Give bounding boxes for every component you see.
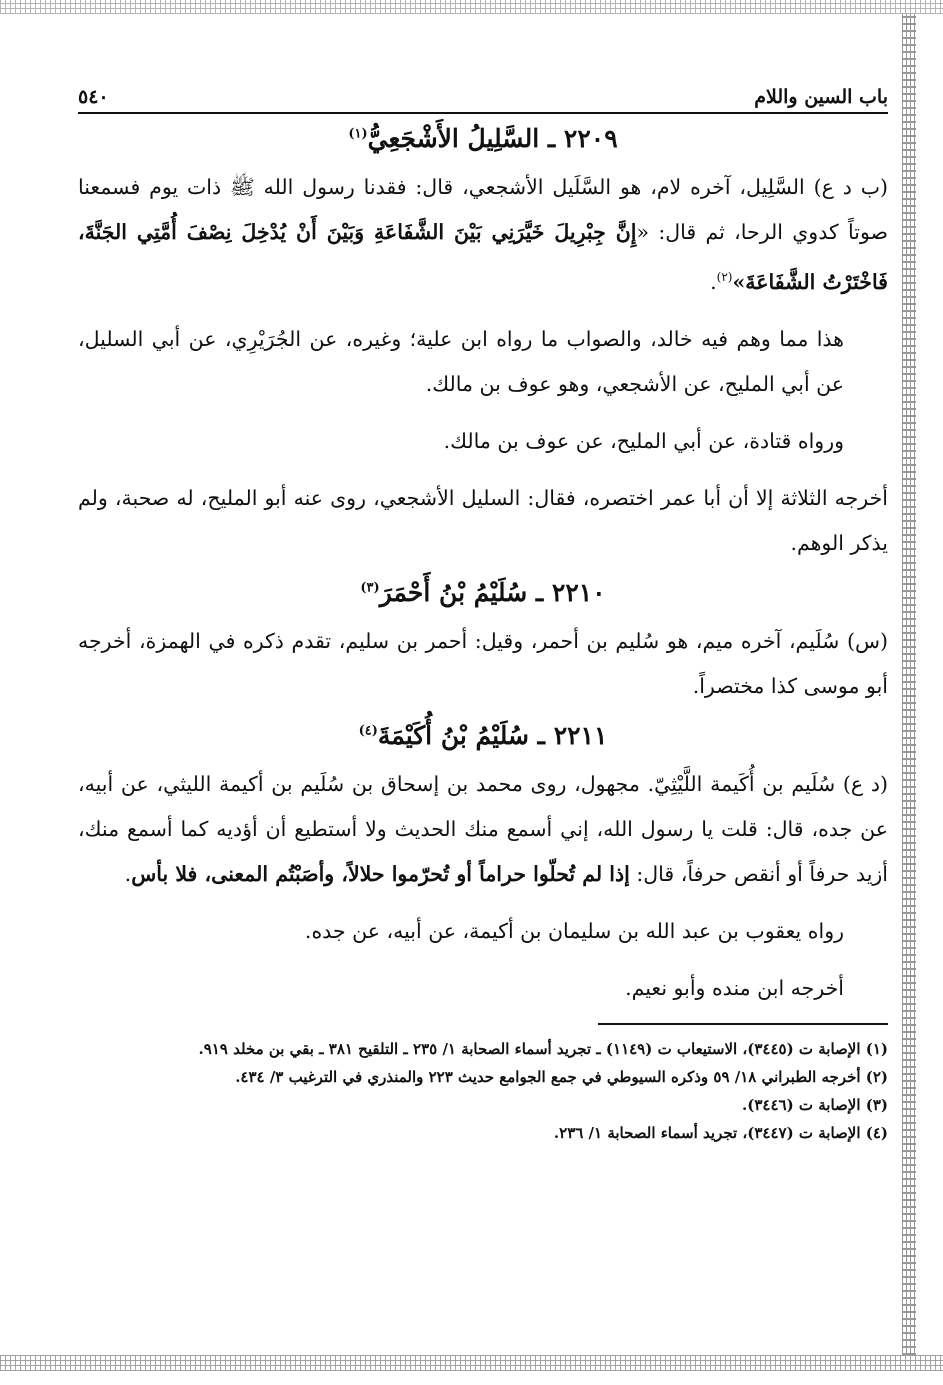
book-page	[78, 78, 888, 1147]
footnote-ref[interactable]: (٣)	[360, 580, 380, 596]
hadith-text: إذا لم تُحلّوا حراماً أو تُحرّموا حلالاً، وأصَبْتُم المعنى، فلا بأس	[131, 861, 630, 886]
footnote-separator	[598, 1023, 888, 1025]
entry-paragraph: (د ع) سُلَيم بن أُكَيمة اللَّيْثِيّ. مجهول، روى محمد بن إسحاق بن سُلَيم بن أكيمة الليثي، عن أبيه، عن جده، قال: قلت يا رسول الله، إني أسمع منك الحديث ولا أستطيع أن أؤديه كما أسمع منك، أزيد حرفاً أو أنقص حرفاً، قال: إذا لم تُحلّوا حراماً أو تُحرّموا حلالاً، وأصَبْتُم المعنى، فلا بأس.	[78, 771, 888, 886]
entry-title-2211: ٢٢١١ ـ سُلَيْمُ بْنُ أُكَيْمَةَ$^{(٤)}$	[358, 720, 608, 750]
running-head-chapter: باب السين واللام	[754, 86, 888, 108]
footnote-ref[interactable]: (٤)	[358, 723, 378, 739]
entry-name: سُلَيْمُ بْنُ أُكَيْمَةَ	[377, 720, 529, 750]
entry-paragraph: أخرجه الثلاثة إلا أن أبا عمر اختصره، فقال: السليل الأشجعي، روى عنه أبو المليح، له صحبة، ولم يذكر الوهم.	[78, 485, 888, 555]
running-head	[78, 78, 888, 114]
entry-number: ٢٢١٠	[551, 577, 606, 607]
entry-paragraph: (ب د ع) السَّلِيل، آخره لام، هو السَّلَيل الأشجعي، قال: فقدنا رسول الله ﷺ ذات يوم فسمعنا صوتاً كدوي الرحا، ثم قال: «إِنَّ جِبْرِيلَ خَيَّرَنِي بَيْنَ الشَّفَاعَةِ وَبَيْنَ أَنْ يُدْخِلَ نِصْفَ أُمَّتِي الجَنَّةَ، فَاخْتَرْتُ الشَّفَاعَةَ»$^{(٢)}$.	[78, 175, 888, 294]
footnote-ref[interactable]: (٢)	[716, 270, 733, 284]
entry-paragraph: ورواه قتادة، عن أبي المليح، عن عوف بن مالك.	[443, 428, 844, 453]
entry-title-2209: ٢٢٠٩ ـ السَّلِيلُ الأَشْجَعِيُّ$^{(١)}$	[348, 124, 618, 153]
bottom-ornamental-border	[0, 1355, 943, 1371]
footnote: (٣) الإصابة ت (٣٤٤٦).	[742, 1095, 888, 1114]
entry-paragraph: رواه يعقوب بن عبد الله بن سليمان بن أكيمة، عن أبيه، عن جده.	[304, 918, 844, 943]
entry-paragraph: أخرجه ابن منده وأبو نعيم.	[625, 975, 844, 1000]
entry-paragraph: (س) سُلَيم، آخره ميم، هو سُليم بن أحمر، وقيل: أحمر بن سليم، تقدم ذكره في الهمزة، أخرجه أبو موسى كذا مختصراً.	[78, 628, 888, 698]
entry-name: السَّلِيلُ الأَشْجَعِيُّ	[367, 124, 540, 153]
entry-title-2210: ٢٢١٠ ـ سُلَيْمُ بْنُ أَحْمَرَ$^{(٣)}$	[360, 577, 606, 607]
footnotes	[78, 1035, 888, 1147]
footnote: (١) الإصابة ت (٣٤٤٥)، الاستيعاب ت (١١٤٩) ـ تجريد أسماء الصحابة ١/ ٢٣٥ ـ التلقيح ٣٨١ ـ بقي بن مخلد ٩١٩.	[198, 1039, 888, 1058]
footnote-ref[interactable]: (١)	[348, 126, 368, 142]
entry-name: سُلَيْمُ بْنُ أَحْمَرَ	[379, 577, 528, 607]
hadith-text: إِنَّ جِبْرِيلَ خَيَّرَنِي بَيْنَ الشَّفَاعَةِ وَبَيْنَ أَنْ يُدْخِلَ نِصْفَ أُمَّتِي الجَنَّةَ، فَاخْتَرْتُ الشَّفَاعَةَ»	[78, 220, 888, 294]
footnote: (٤) الإصابة ت (٣٤٤٧)، تجريد أسماء الصحابة ١/ ٢٣٦.	[553, 1123, 888, 1142]
entry-number: ٢٢٠٩	[563, 124, 618, 153]
right-ornamental-border	[902, 14, 916, 1355]
top-ornamental-border	[0, 0, 943, 14]
entry-paragraph: هذا مما وهم فيه خالد، والصواب ما رواه ابن علية؛ وغيره، عن الجُرَيْرِي، عن أبي السليل، عن أبي المليح، عن الأشجعي، وهو عوف بن مالك.	[78, 326, 844, 396]
page-number: ٥٤٠	[78, 86, 109, 108]
footnote: (٢) أخرجه الطبراني ١٨/ ٥٩ وذكره السيوطي في جمع الجوامع حديث ٢٢٣ والمنذري في الترغيب ٣/ ٤٣٤.	[235, 1067, 888, 1086]
entry-number: ٢٢١١	[553, 720, 608, 750]
